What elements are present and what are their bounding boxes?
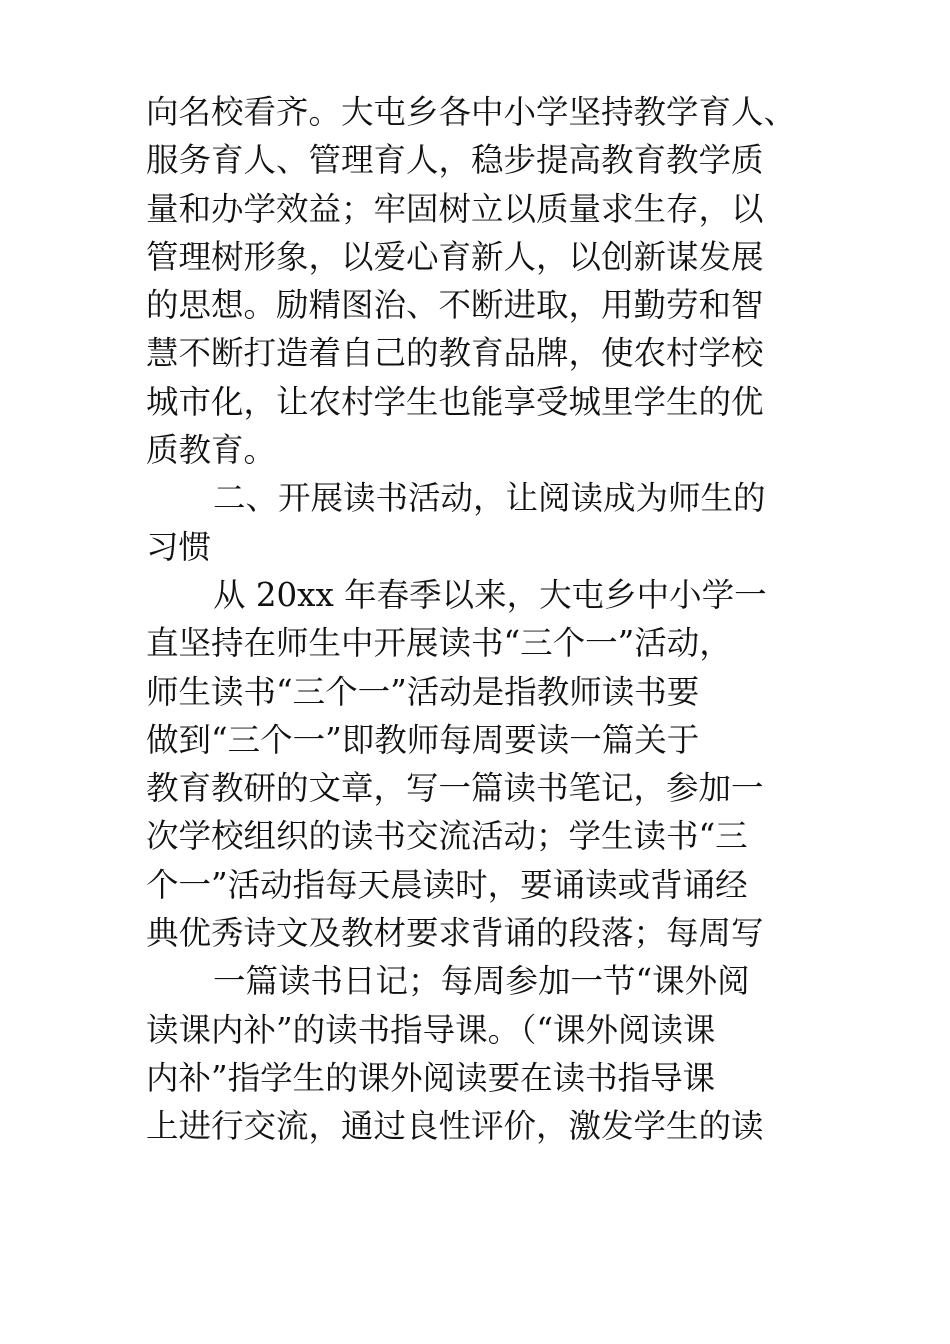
text-line: 做到“三个一”即教师每周要读一篇关于 xyxy=(146,720,700,759)
text-line: 城市化，让农村学生也能享受城里学生的优 xyxy=(146,382,764,421)
text-line: 量和办学效益；牢固树立以质量求生存，以 xyxy=(146,189,764,228)
text-line: 一篇读书日记；每周参加一节“课外阅 xyxy=(213,962,750,1001)
text-line: 管理树形象，以爱心育新人，以创新谋发展 xyxy=(146,237,764,276)
text-line: 从 20xx 年春季以来，大屯乡中小学一 xyxy=(213,575,767,614)
text-line: 直坚持在师生中开展读书“三个一”活动， xyxy=(146,624,732,663)
text-line: 师生读书“三个一”活动是指教师读书要 xyxy=(146,672,700,711)
text-line: 的思想。励精图治、不断进取，用勤劳和智 xyxy=(146,286,764,325)
text-line: 次学校组织的读书交流活动；学生读书“三 xyxy=(146,817,748,856)
text-line: 慧不断打造着自己的教育品牌，使农村学校 xyxy=(146,334,764,373)
section-heading-continued: 习惯 xyxy=(146,527,212,566)
text-line: 典优秀诗文及教材要求背诵的段落；每周写 xyxy=(146,914,764,953)
text-line: 教育教研的文章，写一篇读书笔记，参加一 xyxy=(146,769,764,808)
text-line: 质教育。 xyxy=(146,431,277,470)
text-line: 读课内补”的读书指导课。（“课外阅读课 xyxy=(146,1010,716,1049)
text-line: 个一”活动指每天晨读时，要诵读或背诵经 xyxy=(146,865,748,904)
text-line: 向名校看齐。大屯乡各中小学坚持教学育人、 xyxy=(146,93,797,131)
section-heading: 二、开展读书活动，让阅读成为师生的 xyxy=(213,479,766,518)
text-line: 服务育人、管理育人，稳步提高教育教学质 xyxy=(146,141,764,180)
text-line: 内补”指学生的课外阅读要在读书指导课 xyxy=(146,1058,716,1097)
body-text xyxy=(146,88,826,1151)
text-line: 上进行交流，通过良性评价，激发学生的读 xyxy=(146,1107,764,1146)
